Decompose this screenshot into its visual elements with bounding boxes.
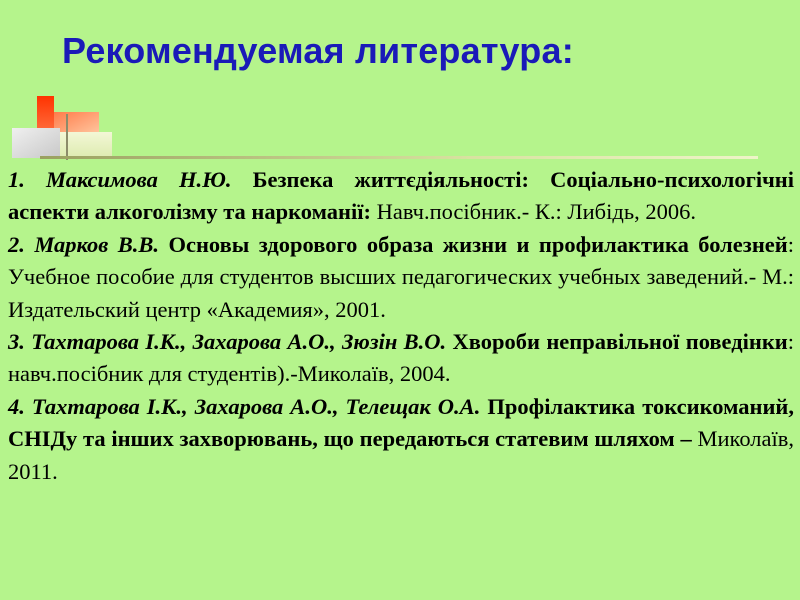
reference-details: : Учебное пособие для студентов высших педагогических учебных заведений.- М.: Издательский центр «Академия», 2001. (8, 231, 795, 322)
deco-grey-block (12, 128, 60, 158)
reference-number: 3. (8, 329, 25, 355)
reference-author: Тахтарова І.К., Захарова А.О., Зюзін В.О. (31, 329, 447, 355)
reference-list (8, 164, 794, 488)
reference-number: 4. (8, 393, 25, 419)
deco-light-block (60, 132, 112, 158)
corner-decoration (0, 0, 800, 170)
reference-title: Основы здорового образа жизни и профилактика болезней (168, 231, 788, 257)
reference-item (8, 326, 794, 391)
deco-orange-block (54, 112, 99, 134)
page-title: Рекомендуемая литература: (62, 30, 574, 71)
deco-red-block (37, 96, 54, 130)
reference-details: Миколаїв, 2011. (8, 426, 795, 484)
reference-title: Хвороби неправільної поведінки (452, 329, 788, 355)
reference-title: Безпека життєдіяльності: Соціально-психологічні аспекти алкоголізму та наркоманії: (8, 167, 795, 225)
reference-details: : навч.посібник для студентів).-Миколаїв, 2004. (8, 329, 795, 387)
reference-author: Максимова Н.Ю. (46, 167, 232, 192)
reference-details: Навч.посібник.- К.: Либідь, 2006. (376, 199, 696, 225)
reference-author: Марков В.В. (34, 231, 160, 257)
deco-vertical-line (66, 114, 68, 160)
reference-number: 2. (8, 231, 25, 257)
reference-title: Профілактика токсикоманий, СНІДу та інших захворювань, що передаються статевим шляхом – (8, 393, 795, 452)
reference-item (8, 229, 794, 326)
reference-item (8, 391, 794, 488)
reference-author: Тахтарова І.К., Захарова А.О., Телещак О.А. (31, 393, 481, 419)
reference-number: 1. (8, 167, 25, 192)
reference-item (8, 164, 794, 229)
deco-horizontal-line (40, 156, 758, 159)
